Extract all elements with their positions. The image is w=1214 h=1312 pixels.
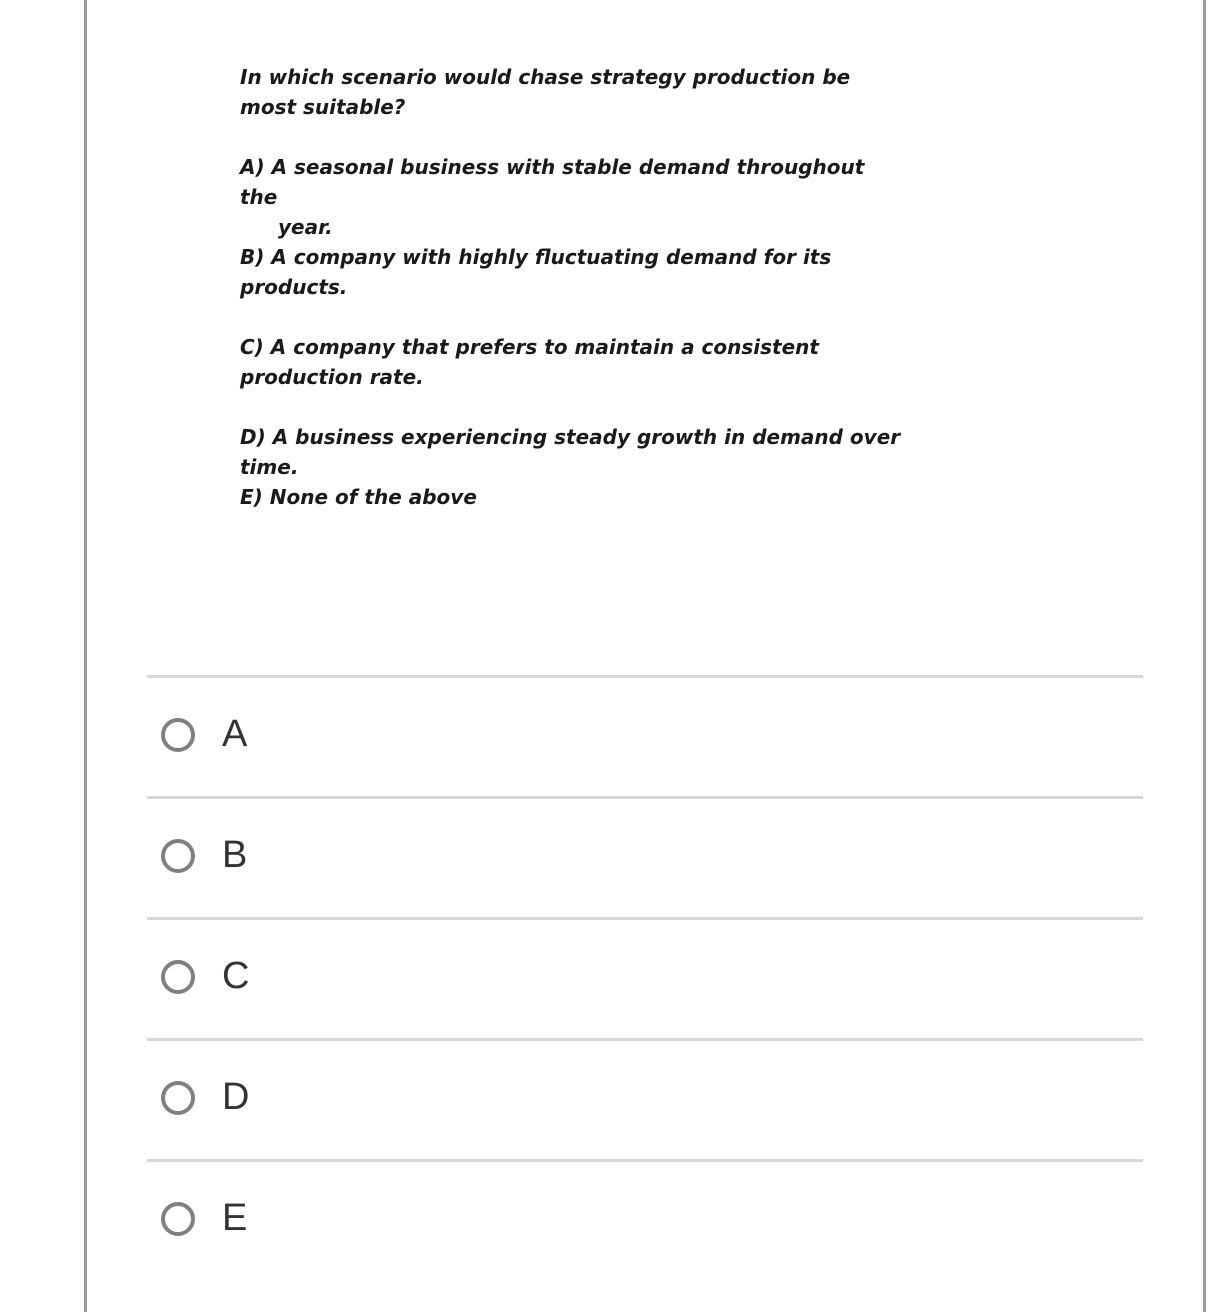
radio-button-icon[interactable] <box>161 960 195 994</box>
answer-choice-b[interactable] <box>147 796 1143 917</box>
answer-label: C <box>222 955 250 997</box>
question-option-c: C) A company that prefers to maintain a consistent production rate. <box>240 335 819 389</box>
question-option-d: D) A business experiencing steady growth in demand over time. <box>240 425 901 479</box>
answer-label: A <box>222 713 248 755</box>
question-option-e: E) None of the above <box>240 485 477 509</box>
question-prompt: In which scenario would chase strategy production be most suitable? <box>240 65 851 119</box>
answer-choice-c[interactable] <box>147 917 1143 1038</box>
question-option-a-line1: A) A seasonal business with stable demand throughout the <box>240 155 865 209</box>
question-option-a <box>240 152 900 242</box>
radio-button-icon[interactable] <box>161 1081 195 1115</box>
question-option-b: B) A company with highly fluctuating demand for its products. <box>240 245 832 299</box>
answer-choice-d[interactable] <box>147 1038 1143 1159</box>
answer-label: D <box>222 1076 250 1118</box>
radio-button-icon[interactable] <box>161 1202 195 1236</box>
answer-choices <box>147 675 1143 1280</box>
radio-button-icon[interactable] <box>161 839 195 873</box>
answer-choice-a[interactable] <box>147 675 1143 796</box>
frame-left-border <box>84 0 87 1312</box>
frame-right-border <box>1203 0 1206 1312</box>
question-image <box>240 62 960 509</box>
question-option-a-line2: year. <box>278 215 333 239</box>
radio-button-icon[interactable] <box>161 718 195 752</box>
answer-label: E <box>222 1197 248 1239</box>
answer-label: B <box>222 834 248 876</box>
answer-choice-e[interactable] <box>147 1159 1143 1280</box>
